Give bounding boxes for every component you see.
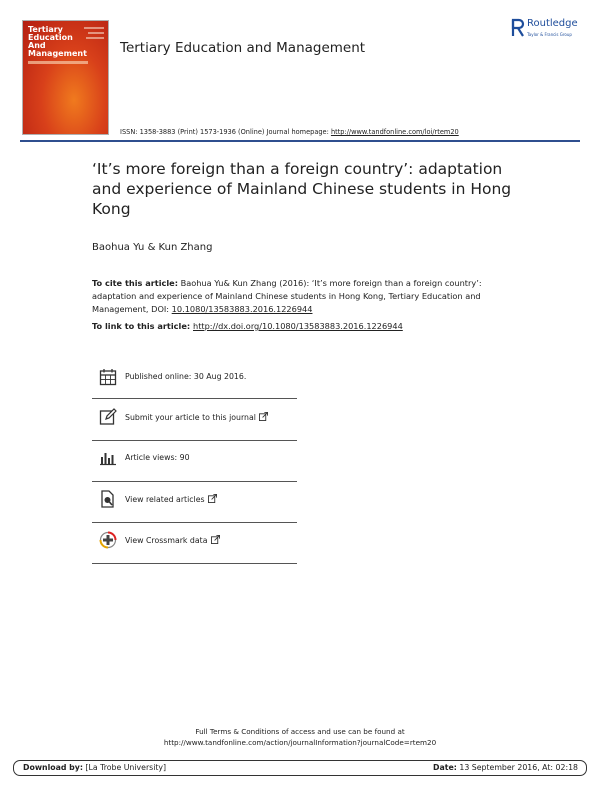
terms-line: Full Terms & Conditions of access and use can be found at <box>195 727 405 736</box>
cover-side-strip <box>86 37 104 39</box>
cover-side-strip <box>88 32 104 34</box>
related-documents-icon <box>99 490 117 508</box>
article-link-line <box>92 321 403 331</box>
crossmark-icon <box>99 531 117 549</box>
download-info-bar <box>13 760 587 776</box>
related-articles-link[interactable] <box>125 494 217 504</box>
meta-divider <box>92 481 297 482</box>
downloaded-by-label: Download by: <box>23 763 83 772</box>
meta-divider <box>92 440 297 441</box>
article-title: ‘It’s more foreign than a foreign country’: adaptation and experience of Mainland Chinese students in Hong Kong <box>92 160 512 218</box>
edit-icon <box>99 408 117 426</box>
bar-chart-icon <box>99 449 117 467</box>
download-date <box>433 763 578 772</box>
cover-title <box>28 25 87 58</box>
cover-title-line: Education <box>28 33 73 42</box>
citation-label: To cite this article: <box>92 278 178 288</box>
submit-article-label: Submit your article to this journal <box>125 413 256 422</box>
submit-article-link[interactable] <box>125 412 268 422</box>
doi-link[interactable]: 10.1080/13583883.2016.1226944 <box>171 304 313 314</box>
downloaded-by-value: [La Trobe University] <box>82 763 167 772</box>
issn-text: ISSN: 1358-3883 (Print) 1573-1936 (Online) Journal homepage: <box>120 128 331 136</box>
publisher-logo <box>511 18 591 42</box>
publisher-tagline: Taylor & Francis Group <box>527 32 572 37</box>
issn-line <box>120 128 459 136</box>
related-articles-item[interactable] <box>99 490 299 510</box>
related-articles-label: View related articles <box>125 495 205 504</box>
downloaded-by <box>23 763 166 772</box>
crossmark-item[interactable] <box>99 531 299 551</box>
journal-cover <box>22 20 109 135</box>
cover-title-line: Tertiary <box>28 25 63 34</box>
external-link-icon <box>259 412 268 421</box>
article-doi-url-link[interactable]: http://dx.doi.org/10.1080/13583883.2016.1226944 <box>193 321 403 331</box>
journal-title: Tertiary Education and Management <box>120 40 366 56</box>
citation-block <box>92 277 522 316</box>
published-online-item <box>99 368 299 388</box>
routledge-r-icon <box>511 18 525 38</box>
article-views-item <box>99 449 299 469</box>
download-date-label: Date: <box>433 763 457 772</box>
calendar-icon <box>99 368 117 386</box>
download-date-value: 13 September 2016, At: 02:18 <box>456 763 578 772</box>
meta-divider <box>92 522 297 523</box>
article-views-label: Article views: 90 <box>125 453 190 462</box>
cover-side-strip <box>84 27 104 29</box>
published-online-label: Published online: 30 Aug 2016. <box>125 372 247 381</box>
cover-subtitle-strip <box>28 61 88 64</box>
terms-url-link[interactable]: http://www.tandfonline.com/action/journalInformation?journalCode=rtem20 <box>163 738 437 747</box>
external-link-icon <box>211 535 220 544</box>
cover-title-line: Management <box>28 49 87 58</box>
external-link-icon <box>208 494 217 503</box>
publisher-name: Routledge <box>527 18 578 29</box>
crossmark-link[interactable] <box>125 535 220 545</box>
journal-homepage-link[interactable]: http://www.tandfonline.com/loi/rtem20 <box>330 128 459 136</box>
header-rule <box>20 140 580 142</box>
submit-article-item[interactable] <box>99 408 299 428</box>
article-authors: Baohua Yu & Kun Zhang <box>92 242 213 253</box>
meta-divider <box>92 563 297 564</box>
cover-title-line: And <box>28 41 46 50</box>
meta-divider <box>92 398 297 399</box>
crossmark-label: View Crossmark data <box>125 536 208 545</box>
citation-text: Baohua Yu& Kun Zhang (2016): ‘It’s more foreign than a foreign country’: adaptation and experience of Mainland Chinese students in Hong Kong, Tertiary Education and Management, DOI: <box>92 278 482 314</box>
link-label: To link to this article: <box>92 321 193 331</box>
